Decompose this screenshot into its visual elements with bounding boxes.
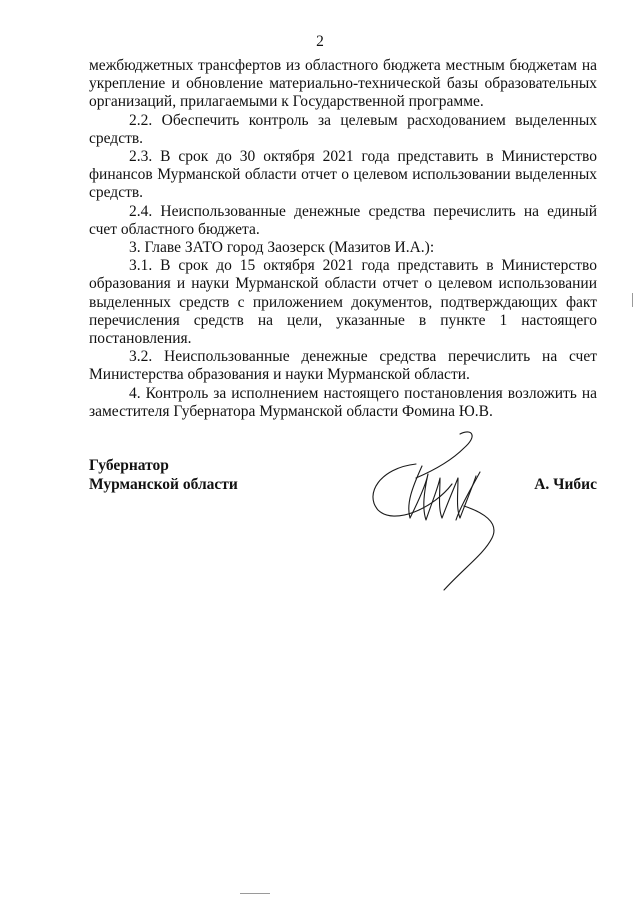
document-body [89, 57, 597, 421]
paragraph-2-4: 2.4. Неиспользованные денежные средства перечислить на единый счет областного бюджета. [89, 202, 597, 238]
scan-artifact [632, 293, 633, 307]
signatory-title [89, 457, 238, 494]
paragraph-3-1: 3.1. В срок до 15 октября 2021 года представить в Министерство образования и науки Мурманской области отчет о целевом использовании выделенных средств с приложением документов, подтверждающих факт перечисления средств на цели, указанные в пункте 1 настоящего постановления. [89, 257, 597, 348]
signatory-title-line1: Губернатор [89, 457, 169, 474]
paragraph-3-2: 3.2. Неиспользованные денежные средства перечислить на счет Министерства образования и науки Мурманской области. [89, 348, 597, 384]
handwritten-signature [360, 428, 520, 598]
scan-artifact [240, 893, 270, 894]
page-number: 2 [316, 33, 324, 50]
paragraph-4: 4. Контроль за исполнением настоящего постановления возложить на заместителя Губернатора Мурманской области Фомина Ю.В. [89, 384, 597, 420]
paragraph-2-2: 2.2. Обеспечить контроль за целевым расходованием выделенных средств. [89, 111, 597, 147]
signature-block [89, 457, 597, 607]
paragraph-2-3: 2.3. В срок до 30 октября 2021 года представить в Министерство финансов Мурманской области отчет о целевом использовании выделенных средств. [89, 148, 597, 202]
signatory-name: А. Чибис [534, 476, 597, 493]
signatory-title-line2: Мурманской области [89, 475, 238, 493]
paragraph-3: 3. Главе ЗАТО город Заозерск (Мазитов И.А.): [129, 239, 435, 257]
paragraph-continuation: межбюджетных трансфертов из областного бюджета местным бюджетам на укрепление и обновление материально-технической базы образовательных организаций, прилагаемыми к Государственной программе. [89, 57, 597, 111]
